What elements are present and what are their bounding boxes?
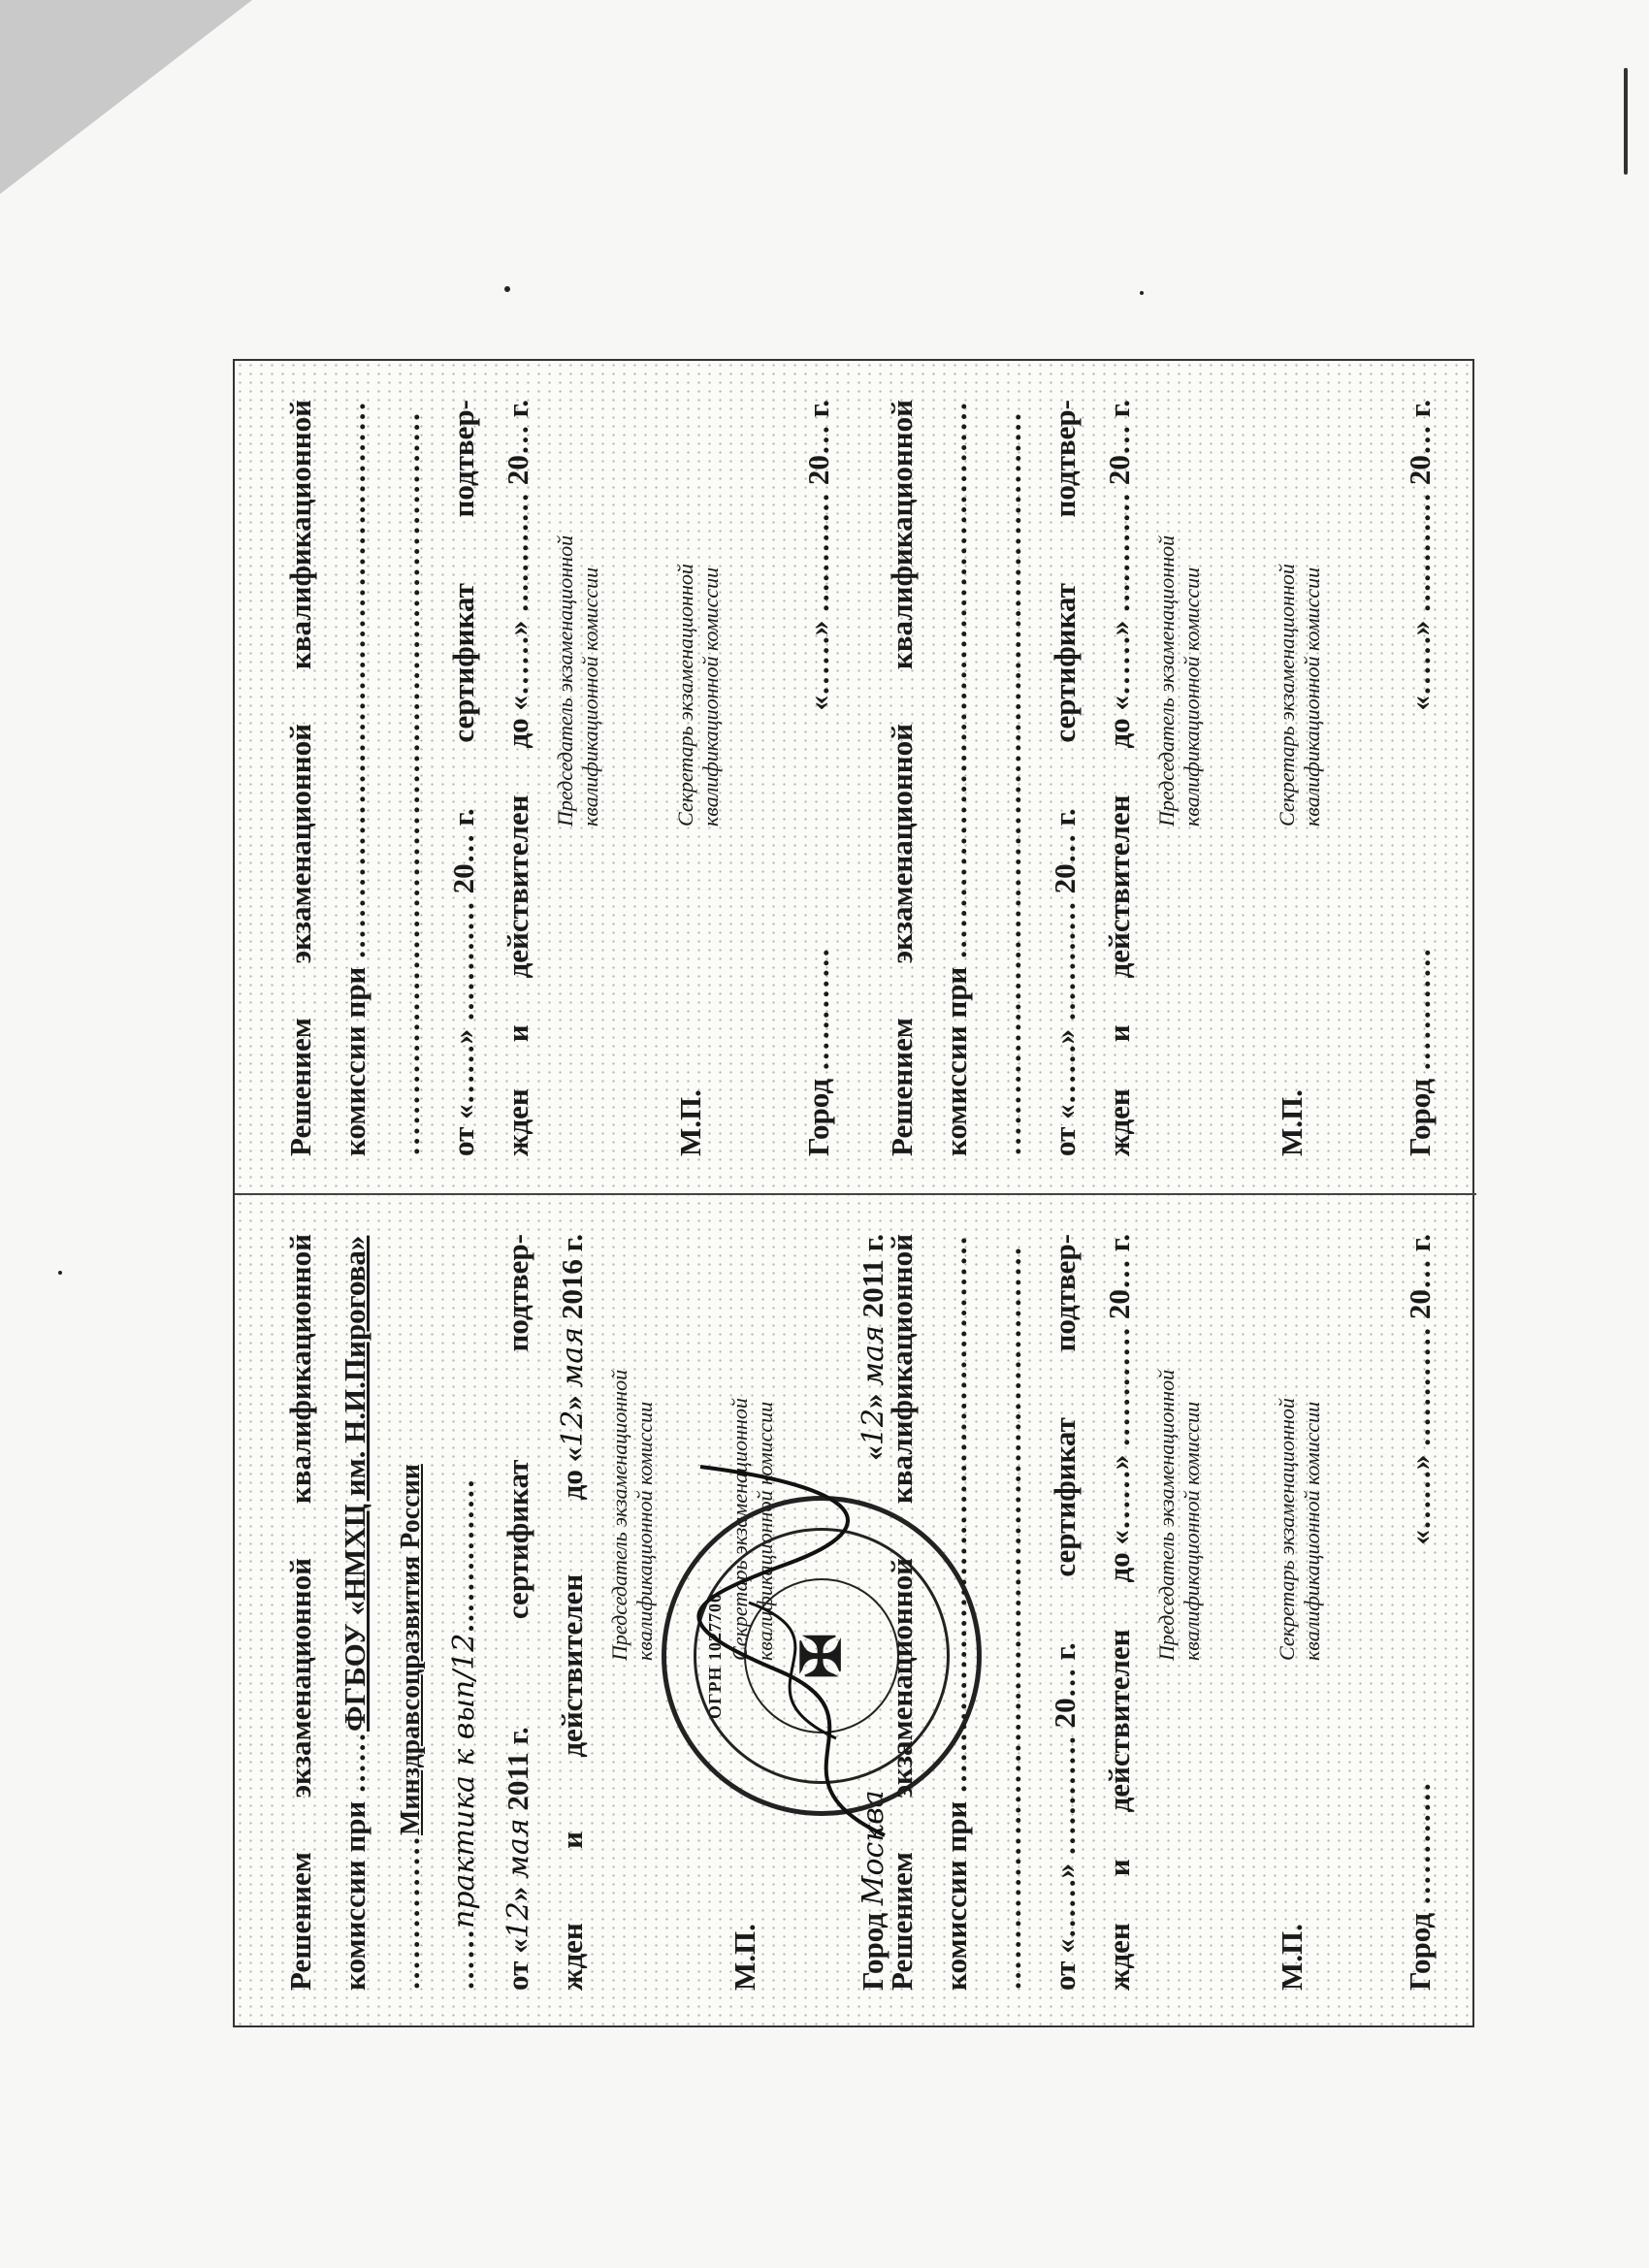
- certificate-spread: [233, 359, 1474, 2027]
- valid-until-month: мая: [556, 1326, 590, 1388]
- valid-until-date: до «……» ………… 20… г.: [501, 400, 534, 749]
- qualification-word: квалификационной: [283, 1234, 317, 1505]
- seal-place-label: М.П.: [1275, 1089, 1309, 1156]
- city-date: «……» ………… 20… г.: [801, 400, 835, 711]
- valid-word: действителен: [555, 1573, 589, 1758]
- city-label: Город: [1403, 1912, 1437, 1991]
- valid-word: действителен: [501, 794, 534, 979]
- commission-dots: ………………………………………………: [338, 400, 372, 959]
- commission-dots: ………………………………………………: [939, 400, 973, 959]
- city-dots: …………: [1403, 947, 1437, 1072]
- commission-dots-line: ………………………………………………………………: [993, 1246, 1027, 1991]
- confirmed-suffix: жден: [555, 1923, 589, 1991]
- stamp-ogrn: ОГРН 1027700: [705, 1593, 725, 1719]
- filled-record-block: Решением экзаменационной квалификационной комиссии при ……ФГБОУ «НМХЦ им. Н.И.Пирогова» ……………Минздравсоцразвития России ……практика к вып/12…………… от «12» мая 2011 г. сертификат подтвер- жден и действителен до «12» мая 2016 г. Председатель экзаменационной квалификационной комиссии М.П. Секретарь экзаменационной квалификационной комиссии Город Москва «12» мая 2011 г. ОГРН 1027700 ✠: [274, 1234, 900, 1991]
- decision-word: Решением: [283, 1018, 317, 1156]
- commission-label: комиссии при: [939, 1800, 973, 1991]
- decision-word: Решением: [885, 1852, 919, 1991]
- city-date-day: 12: [857, 1409, 890, 1446]
- secretary-caption: Секретарь экзаменационной квалификационной комиссии: [728, 1398, 777, 1661]
- city-label: Город: [856, 1912, 889, 1991]
- blank-record-block: [875, 400, 1447, 1156]
- decision-word: Решением: [885, 1018, 919, 1156]
- scan-speck: [58, 1271, 62, 1275]
- scan-speck: [504, 286, 510, 292]
- commission-dots: ………………………………………………: [939, 1234, 973, 1794]
- exam-word: экзаменационной: [283, 1557, 317, 1798]
- chairman-caption: Председатель экзаменационной квалификационной комиссии: [553, 535, 602, 826]
- commission-dots-line: ………………………………………………………………: [993, 411, 1027, 1156]
- handwritten-note: практика к вып/12: [447, 1633, 481, 1928]
- commission-dots-line: ………………………………………………………………: [392, 411, 426, 1156]
- issue-month: мая: [501, 1818, 535, 1879]
- city-date: «……» ………… 20… г.: [1403, 1234, 1437, 1545]
- city-dots: …………: [801, 947, 835, 1072]
- blank-record-block: [274, 400, 846, 1156]
- valid-until-day: 12: [556, 1409, 590, 1447]
- chairman-caption: Председатель экзаменационной квалификационной комиссии: [1154, 1369, 1204, 1661]
- commission-label: комиссии при: [338, 1800, 372, 1991]
- certificate-word: сертификат: [1048, 583, 1082, 743]
- valid-word: действителен: [1102, 1629, 1136, 1813]
- issue-date: от «……» ………… 20… г.: [1048, 808, 1082, 1156]
- confirmed-word: подтвер-: [1048, 400, 1082, 518]
- exam-word: экзаменационной: [885, 1557, 919, 1798]
- qualification-word: квалификационной: [283, 400, 317, 670]
- issue-date: от «……» ………… 20… г.: [446, 808, 480, 1156]
- city-label: Город: [801, 1078, 835, 1156]
- seal-place-label: М.П.: [1275, 1924, 1309, 1991]
- city-date: «……» ………… 20… г.: [1403, 400, 1437, 711]
- city-date-month: мая: [857, 1325, 890, 1386]
- city-dots: …………: [1403, 1781, 1437, 1906]
- exam-word: экзаменационной: [885, 723, 919, 964]
- confirmed-word: подтвер-: [501, 1234, 534, 1352]
- and-word: и: [1102, 1859, 1136, 1877]
- organization-name: ФГБОУ «НМХЦ им. Н.И.Пирогова»: [338, 1235, 372, 1732]
- scan-speck: [1140, 291, 1144, 295]
- qualification-word: квалификационной: [885, 1234, 919, 1505]
- city-label: Город: [1403, 1078, 1437, 1156]
- issue-date: от «……» ………… 20… г.: [1048, 1642, 1082, 1991]
- and-word: и: [501, 1024, 534, 1043]
- coat-of-arms-icon: ✠: [792, 1633, 853, 1679]
- secretary-caption: Секретарь экзаменационной квалификационной комиссии: [1275, 1398, 1324, 1661]
- seal-place-label: М.П.: [728, 1924, 761, 1991]
- qualification-word: квалификационной: [885, 400, 919, 670]
- seal-place-label: М.П.: [673, 1089, 707, 1156]
- chairman-caption: Председатель экзаменационной квалификационной комиссии: [607, 1369, 657, 1661]
- valid-word: действителен: [1102, 794, 1136, 979]
- confirmed-suffix: жден: [501, 1088, 534, 1156]
- valid-until-year: 2016 г.: [555, 1234, 589, 1320]
- certificate-page-left: [235, 1195, 1476, 2029]
- chairman-caption: Председатель экзаменационной квалификационной комиссии: [1154, 535, 1204, 826]
- and-word: и: [555, 1831, 589, 1849]
- confirmed-word: подтвер-: [446, 400, 480, 518]
- city-date-year: 2011 г.: [856, 1234, 889, 1318]
- issue-year: 2011 г.: [501, 1727, 534, 1811]
- ministry-name: Минздравсоцразвития России: [396, 1464, 426, 1835]
- secretary-caption: Секретарь экзаменационной квалификационной комиссии: [673, 564, 723, 826]
- confirmed-suffix: жден: [1102, 1923, 1136, 1991]
- and-word: и: [1102, 1024, 1136, 1043]
- decision-word: Решением: [283, 1852, 317, 1991]
- scan-shadow-corner: [0, 0, 252, 194]
- scan-edge-mark: [1624, 68, 1628, 175]
- secretary-caption: Секретарь экзаменационной квалификационной комиссии: [1275, 564, 1324, 826]
- commission-label: комиссии при: [939, 966, 973, 1156]
- commission-label: комиссии при: [338, 966, 372, 1156]
- confirmed-word: подтвер-: [1048, 1234, 1082, 1352]
- certificate-word: сертификат: [446, 583, 480, 743]
- city-name: Москва: [857, 1790, 890, 1906]
- issue-day: 12: [501, 1901, 535, 1939]
- confirmed-suffix: жден: [1102, 1088, 1136, 1156]
- certificate-page-right: [235, 361, 1476, 1195]
- valid-until-date: до «……» ………… 20… г.: [1102, 400, 1136, 749]
- blank-record-block: [875, 1234, 1447, 1991]
- certificate-word: сертификат: [1048, 1417, 1082, 1577]
- exam-word: экзаменационной: [283, 723, 317, 964]
- certificate-word: сертификат: [501, 1459, 534, 1620]
- valid-until-date: до «……» ………… 20… г.: [1102, 1234, 1136, 1583]
